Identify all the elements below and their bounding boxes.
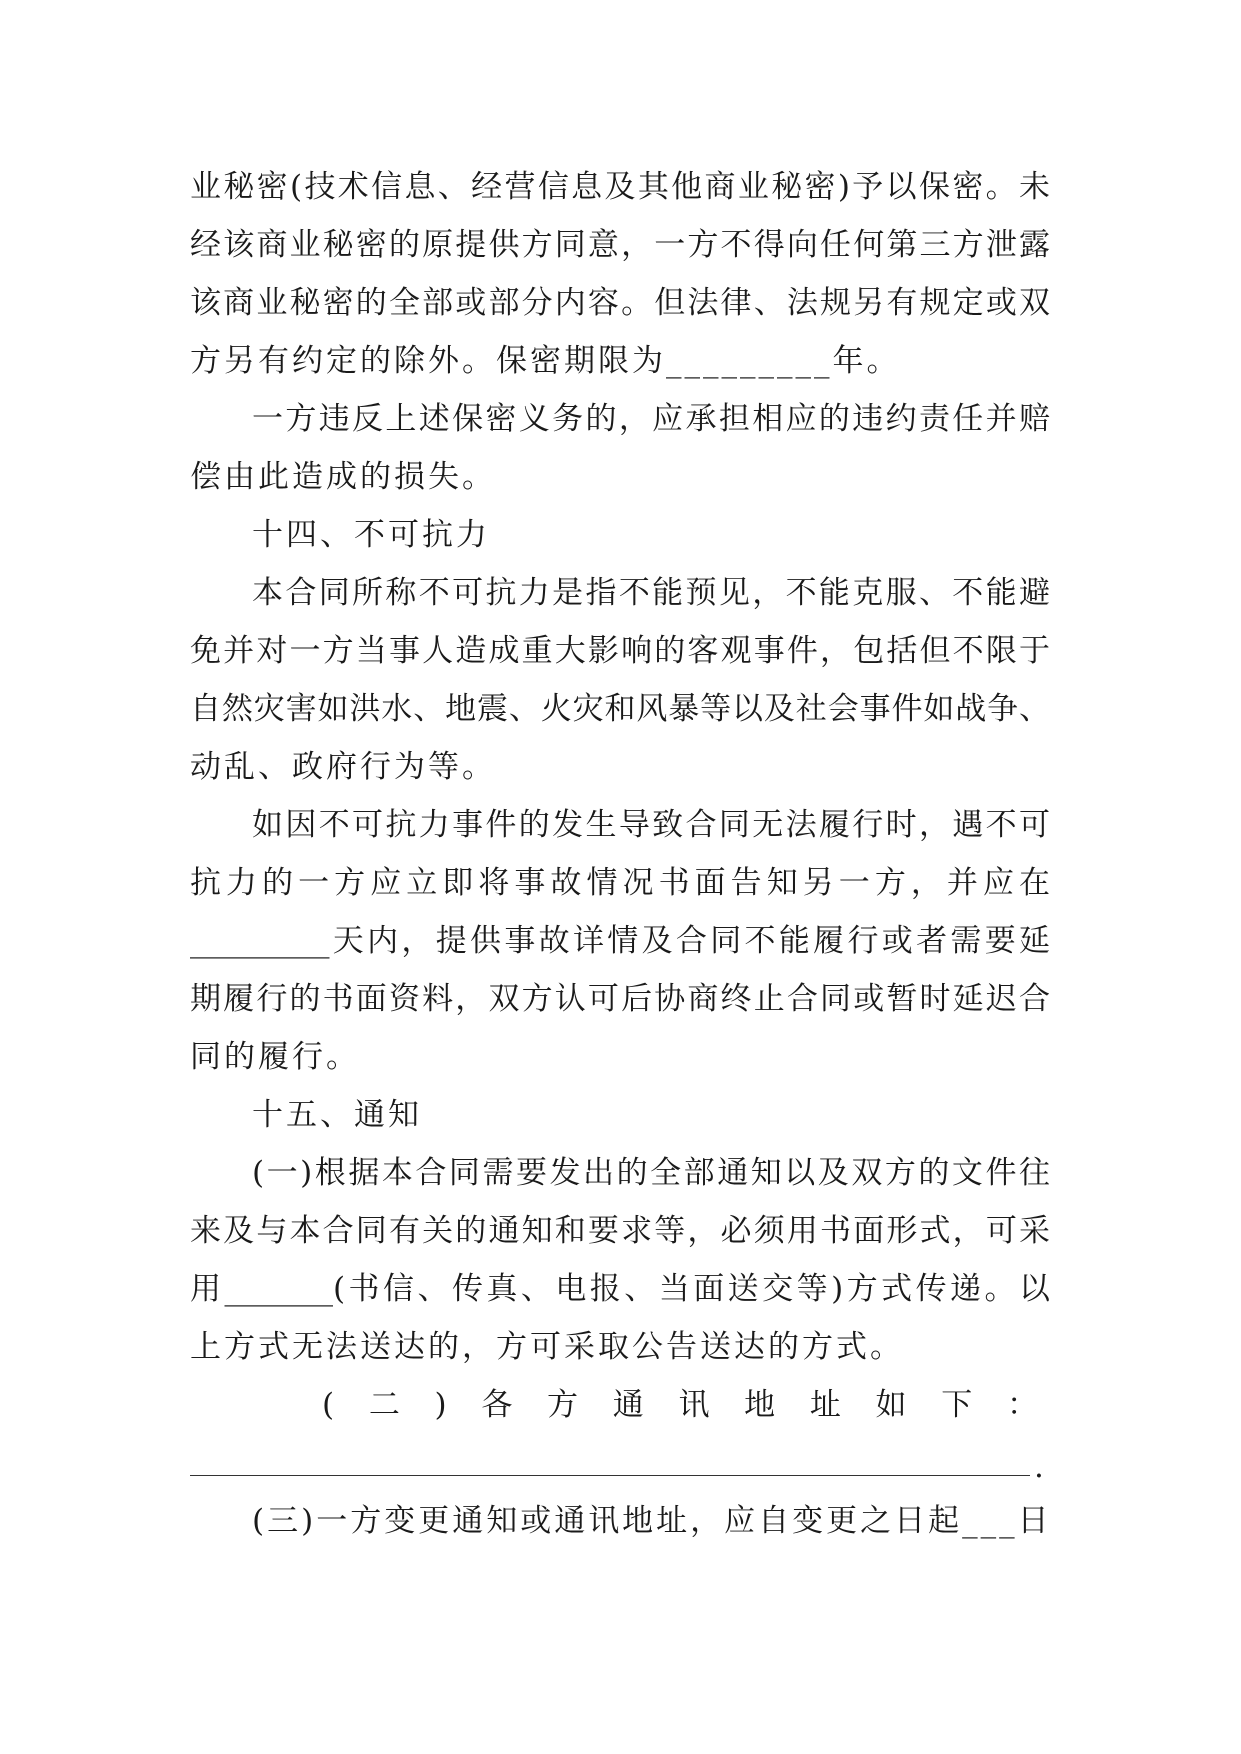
spread-char: 讯: [678, 1387, 710, 1423]
spread-char: ): [434, 1387, 447, 1423]
text-line: 经该商业秘密的原提供方同意，一方不得向任何第三方泄露: [190, 227, 1050, 263]
spread-char: 址: [809, 1387, 841, 1423]
spread-char: 下: [941, 1387, 973, 1423]
text-line: 偿由此造成的损失。: [190, 459, 496, 495]
text-line: 业秘密(技术信息、经营信息及其他商业秘密)予以保密。未: [190, 169, 1050, 205]
section-heading: 十五、通知: [252, 1097, 422, 1133]
text-line: 方另有约定的除外。保密期限为_________年。: [190, 343, 901, 379]
text-line: 上方式无法送达的，方可采取公告送达的方式。: [190, 1329, 904, 1365]
text-line: 期履行的书面资料，双方认可后协商终止合同或暂时延迟合: [190, 981, 1050, 1017]
spread-char: 二: [368, 1387, 400, 1423]
text-line: _________天内，提供事故详情及合同不能履行或者需要延: [190, 923, 1050, 959]
text-line: (三)一方变更通知或通讯地址，应自变更之日起___日: [252, 1503, 1052, 1539]
text-line: 来及与本合同有关的通知和要求等，必须用书面形式，可采: [190, 1213, 1050, 1249]
text-line: 该商业秘密的全部或部分内容。但法律、法规另有规定或双: [190, 285, 1050, 321]
spread-char: 地: [744, 1387, 776, 1423]
text-line: 自然灾害如洪水、地震、火灾和风暴等以及社会事件如战争、: [190, 691, 1050, 727]
address-heading: [322, 1385, 1038, 1425]
spread-char: 各: [481, 1387, 513, 1423]
address-blank-end: .: [1034, 1449, 1044, 1485]
spread-char: 方: [547, 1387, 579, 1423]
text-line: 动乱、政府行为等。: [190, 749, 496, 785]
text-line: 用_______(书信、传真、电报、当面送交等)方式传递。以: [190, 1271, 1050, 1307]
section-heading: 十四、不可抗力: [252, 517, 490, 553]
address-blank-line: [190, 1475, 1030, 1476]
text-line: 免并对一方当事人造成重大影响的客观事件，包括但不限于: [190, 633, 1050, 669]
text-line: (一)根据本合同需要发出的全部通知以及双方的文件往: [252, 1155, 1050, 1191]
spread-char: (: [322, 1387, 335, 1423]
spread-char: ：: [1006, 1387, 1038, 1423]
text-line: 本合同所称不可抗力是指不能预见，不能克服、不能避: [252, 575, 1050, 611]
spread-char: 如: [875, 1387, 907, 1423]
spread-char: 通: [612, 1387, 644, 1423]
text-line: 一方违反上述保密义务的，应承担相应的违约责任并赔: [252, 401, 1050, 437]
text-line: 抗力的一方应立即将事故情况书面告知另一方，并应在: [190, 865, 1050, 901]
text-line: 如因不可抗力事件的发生导致合同无法履行时，遇不可: [252, 807, 1050, 843]
text-line: 同的履行。: [190, 1039, 360, 1075]
